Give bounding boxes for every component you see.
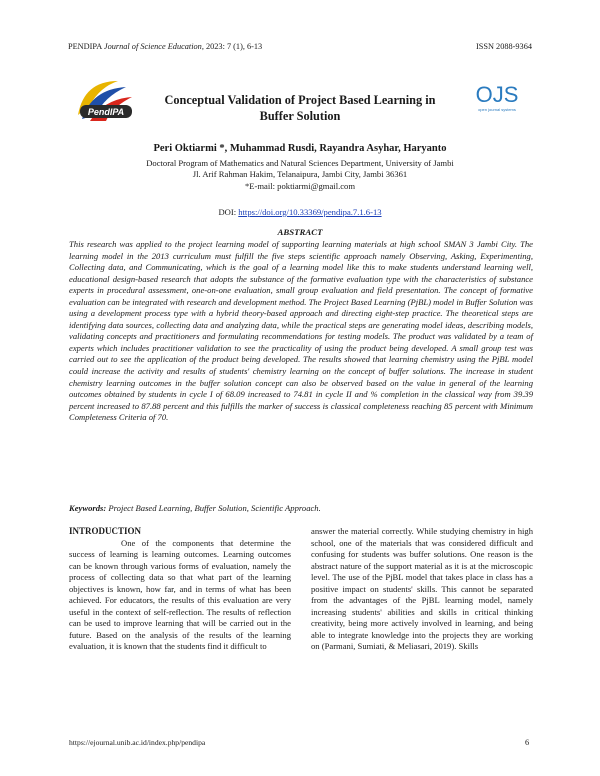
running-header — [68, 42, 262, 51]
ojs-logo-text: OJS — [475, 82, 519, 107]
doi-label: DOI: — [218, 207, 239, 217]
journal-prefix: PENDIPA — [68, 42, 102, 51]
footer-url: https://ejournal.unib.ac.id/index.php/pendipa — [69, 738, 206, 747]
right-column — [311, 526, 533, 653]
keywords-label: Keywords: — [69, 503, 107, 513]
affiliation-department: Doctoral Program of Mathematics and Natural Sciences Department, University of Jambi — [146, 158, 454, 168]
authors: Peri Oktiarmi *, Muhammad Rusdi, Rayandra Asyhar, Haryanto — [153, 143, 447, 154]
keywords-text: Project Based Learning, Buffer Solution, Scientific Approach. — [106, 503, 321, 513]
paper-title — [140, 92, 460, 124]
ojs-logo-subtext: open journal systems — [478, 107, 516, 112]
keywords — [69, 503, 533, 513]
ojs-logo — [472, 78, 522, 118]
introduction-heading: INTRODUCTION — [69, 526, 142, 536]
title-line-1: Conceptual Validation of Project Based Learning in — [164, 93, 436, 107]
pendipa-logo — [70, 75, 140, 127]
affiliation-email: *E-mail: poktiarmi@gmail.com — [244, 180, 356, 191]
title-line-2: Buffer Solution — [259, 109, 341, 123]
left-column-text: One of the components that determine the success of learning is learning outcomes. Learning outcomes can be known through various forms of evaluation, namely the process of collecting data so that what part of the learning objectives is known, how far, and in terms of what has been achieved. For educators, the results of this evaluation are very useful in the context of self-reflection. The results of reflection can be used to improve learning that will be carried out in the future. Based on the analysis of the results of the learning evaluation, it is known that the students find it difficult to — [69, 537, 291, 652]
journal-name: Journal of Science Education — [103, 42, 202, 51]
left-column — [69, 526, 291, 653]
issn: ISSN 2088-9364 — [475, 42, 532, 51]
right-column-text: answer the material correctly. While studying chemistry in high school, one of the materials that was considered difficult and confusing for students was buffer solutions. One reason is the abstract nature of the support material as it is at the microscopic level. The use of the PjBL model that takes place in class has a positive impact on students' skills. This cannot be separated from the advantages of the PjBL learning model, namely increasing students' abilities and skills in critical thinking creativity, being more actively involved in learning, and being able to integrate knowledge into the projects they are working on (Parmani, Sumiati, & Meliasari, 2019). Skills — [311, 526, 533, 652]
affiliation-address: Jl. Arif Rahman Hakim, Telanaipura, Jambi City, Jambi 36361 — [192, 169, 408, 180]
journal-volume: , 2023: 7 (1), 6-13 — [201, 42, 263, 51]
abstract-heading: ABSTRACT — [277, 227, 323, 237]
affiliation — [0, 158, 600, 192]
page-number: 6 — [525, 738, 530, 747]
doi — [0, 207, 600, 217]
pendipa-logo-text: PendIPA — [87, 107, 125, 117]
doi-link[interactable]: https://doi.org/10.33369/pendipa.7.1.6-13 — [238, 207, 382, 217]
abstract-text: This research was applied to the project learning model of supporting learning materials at high school SMAN 3 Jambi City. The learning model in the 2013 curriculum must fulfill the five steps scientific approach namely Observing, Asking, Experimenting, Collecting data, and Communicating, which is the goal of a learning model like this to make students understand learning well, educational design-based research that adopts the substance of the formative evaluation type with the characteristics of substance experts in procedural assessment, one-on-one evaluation, small group evaluation and field presentation. The concept of formative evaluation can be integrated with research and development method. The Project Based Learning (PjBL) model in Buffer Solution was using a development process type with a hybrid theory-based approach and directing eight-step practice. The theoretical steps are identifying data sources, collecting data and analyzing data, while the practical steps are generating model ideas, describing models, validating concepts and practitioners and formulating recommendations for testing models. The product was validated by a team of experts which includes practitioner validation to see the practicality of using the product being developed. A small group test was carried out to see the application of the product being developed. The results showed that learning chemistry using the PjBL model could increase the activity and results of students' chemistry learning on the concept of buffer solutions. The increase in student chemistry learning outcomes in the buffer solution concept can also be observed based on the value in general of the learning outcomes obtained by students in cycle I of 68.09 increased to 74.81 in cycle II and % completion in the classical way from 39.39 percent increased to 87.88 percent and this fulfills the marker of success is classical completeness reaching 85 percent with Minimum Completeness Criteria of 70. — [69, 239, 533, 423]
